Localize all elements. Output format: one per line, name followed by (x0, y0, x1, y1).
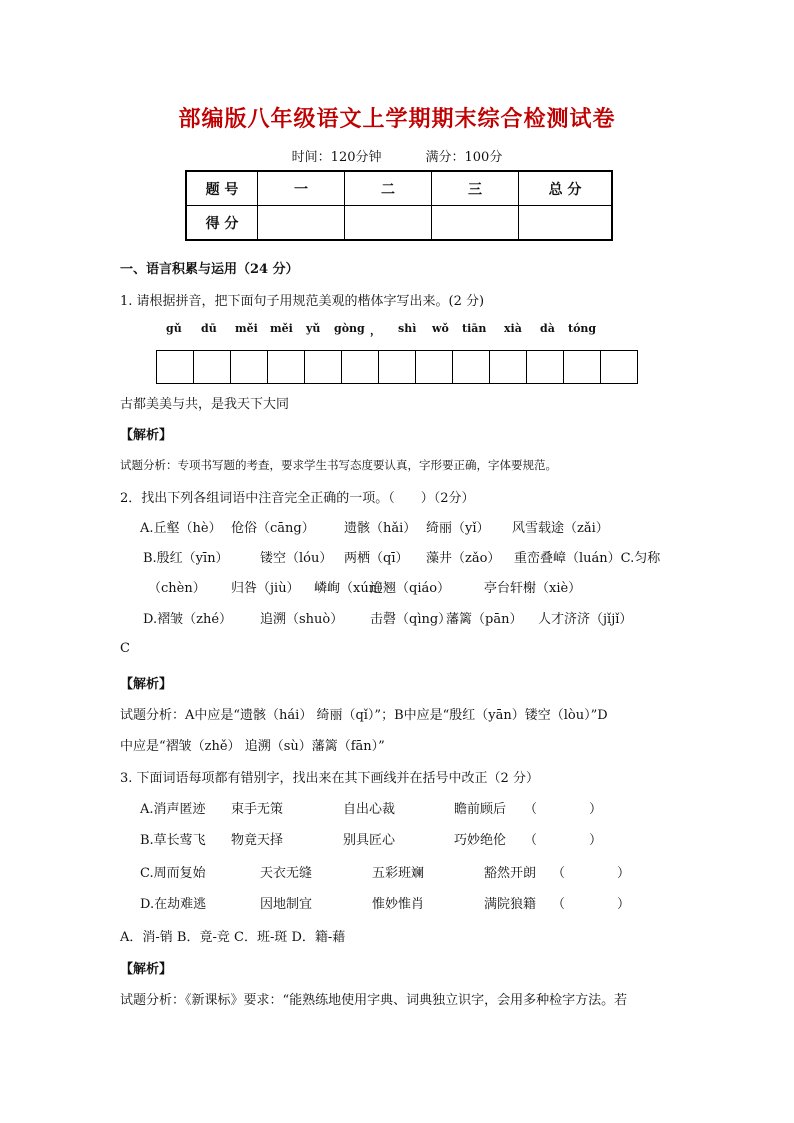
q3-option-d (0, 893, 794, 911)
answer-bracket[interactable]: （ ） (552, 897, 631, 912)
option-text: 自出心裁 (343, 802, 396, 817)
option-text: 天衣无缝 (260, 866, 313, 881)
pinyin: tóng (568, 322, 597, 335)
answer-bracket[interactable]: （ ） (524, 833, 603, 848)
analysis-label: 【解析】 (120, 677, 173, 692)
option-text: 两栖（qī） (344, 551, 409, 566)
exam-info (0, 146, 794, 165)
pinyin: dū (201, 322, 217, 335)
score-cell[interactable] (345, 206, 432, 241)
grid-cell[interactable] (527, 351, 564, 383)
grid-cell[interactable] (342, 351, 379, 383)
pinyin: wǒ (432, 322, 449, 335)
pinyin: ， (370, 324, 381, 337)
q1-answer: 古都美美与共，是我天下大同 (120, 397, 290, 412)
score-cell[interactable] (519, 206, 613, 241)
option-text: B.殷红（yīn） (143, 551, 229, 566)
q3-stem: 3. 下面词语每项都有错别字，找出来在其下画线并在括号中改正（2 分） (120, 771, 539, 786)
score-header: 一 (258, 171, 345, 206)
pinyin: dà (540, 322, 555, 335)
score-cell[interactable] (258, 206, 345, 241)
pinyin: gǔ (166, 322, 182, 335)
pinyin: gòng (334, 322, 365, 335)
option-text: C.周而复始 (140, 866, 206, 881)
option-text: A.消声匿迹 (140, 802, 206, 817)
q2-option-c (0, 577, 794, 595)
exam-time: 时间：120分钟 (291, 150, 382, 165)
q3-option-b (0, 829, 794, 847)
grid-cell[interactable] (601, 351, 637, 383)
section-heading: 一、语言积累与运用（24 分） (120, 262, 299, 277)
answer-bracket[interactable]: （ ） (524, 802, 603, 817)
score-table (185, 170, 613, 241)
option-text: 藻井（zǎo） (426, 551, 501, 566)
q2-option-d (0, 608, 794, 626)
option-text: 人才济济（jǐjǐ） (538, 612, 633, 627)
q3-option-c (0, 862, 794, 880)
option-text: 五彩班斓 (372, 866, 425, 881)
q3-option-a (0, 798, 794, 816)
option-text: 别具匠心 (343, 833, 396, 848)
page-title: 部编版八年级语文上学期期末综合检测试卷 (178, 106, 616, 132)
q2-stem: 2．找出下列各组词语中注音完全正确的一项。（ ）（2分） (120, 491, 475, 506)
option-text: 物竟天择 (231, 833, 284, 848)
option-text: 遗骸（hǎi） (344, 521, 417, 536)
pinyin: tiān (462, 322, 487, 335)
q3-analysis: 试题分析：《新课标》要求：“能熟练地使用字典、词典独立识字，会用多种检字方法。若 (120, 993, 628, 1008)
option-text: 巧妙绝伦 (454, 833, 507, 848)
option-text: D.在劫难逃 (140, 897, 207, 912)
grid-cell[interactable] (416, 351, 453, 383)
writing-grid[interactable] (156, 350, 638, 384)
q1-pinyin-row (0, 322, 794, 338)
option-text: 击磬（qìng） (370, 612, 452, 627)
option-text: 追溯（shuò） (260, 612, 344, 627)
analysis-label: 【解析】 (120, 962, 173, 977)
q2-answer: C (120, 641, 130, 656)
pinyin: měi (235, 322, 258, 335)
grid-cell[interactable] (194, 351, 231, 383)
score-header: 二 (345, 171, 432, 206)
grid-cell[interactable] (231, 351, 268, 383)
option-text: 风雪载途（zǎi） (512, 521, 609, 536)
option-text: 亭台轩榭（xiè） (484, 581, 582, 596)
option-text: 豁然开朗 (484, 866, 537, 881)
score-cell[interactable] (432, 206, 519, 241)
option-text: 束手无策 (231, 802, 284, 817)
pinyin: yǔ (306, 322, 321, 335)
option-text: 嶙峋（xún） (314, 581, 391, 596)
option-text: 伧俗（cāng） (231, 521, 315, 536)
score-header: 三 (432, 171, 519, 206)
option-text: 满院狼籍 (484, 897, 537, 912)
analysis-label: 【解析】 (120, 428, 173, 443)
option-text: 因地制宜 (260, 897, 313, 912)
option-text: 瞻前顾后 (454, 802, 507, 817)
option-text: 惟妙惟肖 (372, 897, 425, 912)
q2-option-b (0, 547, 794, 565)
option-text: D.褶皱（zhé） (143, 612, 233, 627)
score-row-label: 得 分 (186, 206, 258, 241)
q3-answer: A．消-销 B．竟-竞 C．班-斑 D．籍-藉 (120, 930, 346, 945)
q1-stem: 1. 请根据拼音，把下面句子用规范美观的楷体字写出来。(2 分) (120, 294, 485, 309)
option-text: 重峦叠嶂（luán）C.匀称 (514, 551, 661, 566)
q2-analysis-line2: 中应是“褶皱（zhě） 追溯（sù）藩篱（fān）” (120, 739, 385, 754)
option-text: 镂空（lóu） (260, 551, 333, 566)
option-text: 绮丽（yǐ） (426, 521, 490, 536)
pinyin: xià (504, 322, 522, 335)
option-text: A.丘壑（hè） (140, 521, 222, 536)
grid-cell[interactable] (564, 351, 601, 383)
exam-full-score: 满分：100分 (425, 150, 503, 165)
option-text: 藩篱（pān） (446, 612, 523, 627)
pinyin: měi (270, 322, 293, 335)
grid-cell[interactable] (453, 351, 490, 383)
option-text: B.草长莺飞 (140, 833, 206, 848)
option-text: 连翘（qiáo） (370, 581, 451, 596)
score-header: 总 分 (519, 171, 613, 206)
grid-cell[interactable] (157, 351, 194, 383)
answer-bracket[interactable]: （ ） (552, 866, 631, 881)
grid-cell[interactable] (379, 351, 416, 383)
q2-analysis-line1: 试题分析：A中应是“遗骸（hái） 绮丽（qǐ）”；B中应是“殷红（yān）镂空（lòu）”D (120, 708, 608, 723)
grid-cell[interactable] (490, 351, 527, 383)
q2-option-a (0, 517, 794, 535)
option-text: （chèn） (148, 581, 206, 596)
pinyin: shì (398, 322, 417, 335)
q1-analysis: 试题分析：专项书写题的考查，要求学生书写态度要认真，字形要正确，字体要规范。 (120, 458, 557, 472)
option-text: 归咎（jiù） (231, 581, 300, 596)
grid-cell[interactable] (305, 351, 342, 383)
grid-cell[interactable] (268, 351, 305, 383)
score-header: 题 号 (186, 171, 258, 206)
